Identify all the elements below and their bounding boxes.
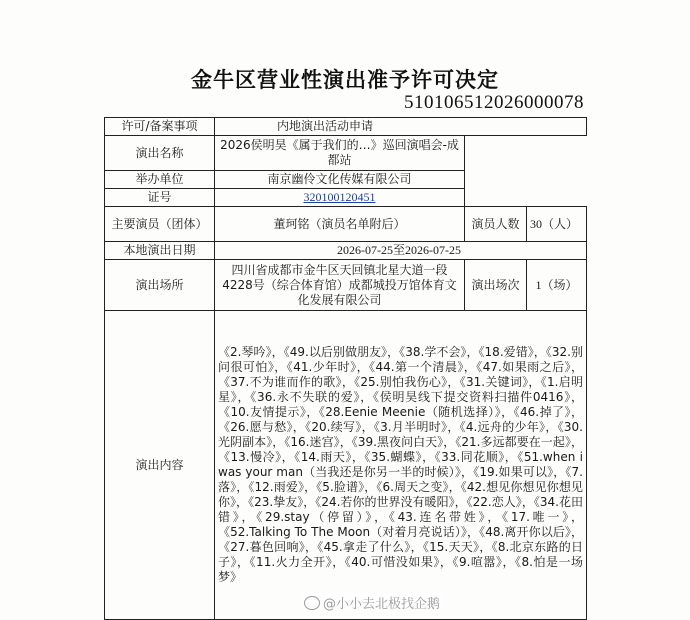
value-sessions: 1（场） — [527, 260, 587, 311]
song-separator: ， — [467, 525, 480, 539]
value-venue: 四川省成都市金牛区天回镇北星大道一段4228号（综合体育馆）成都城投万馆体育文化发展有限公司 — [215, 260, 465, 311]
song-item: 《31.关键词》 — [459, 375, 529, 389]
song-separator: ， — [422, 450, 435, 464]
song-separator: ， — [570, 390, 583, 404]
label-performers: 主要演员（团体） — [105, 207, 215, 242]
song-item: 《15.天天》 — [422, 540, 480, 554]
empty-cell — [465, 189, 587, 207]
song-item: 《3.月半明时》 — [373, 420, 448, 434]
song-item: 《22.恋人》 — [466, 495, 522, 509]
song-separator: ， — [570, 435, 583, 449]
song-item: 《25.别怕我伤心》 — [354, 375, 448, 389]
empty-cell — [465, 136, 587, 171]
value-performers: 董珂铭（演员名单附后） — [215, 207, 465, 242]
label-show-name: 演出名称 — [105, 136, 215, 171]
label-sessions: 演出场次 — [465, 260, 527, 311]
song-separator: ， — [351, 450, 365, 464]
label-performer-count: 演员人数 — [465, 207, 527, 242]
song-item: 《20.续写》 — [305, 420, 362, 434]
song-separator: ， — [332, 555, 345, 569]
song-separator: ， — [305, 540, 318, 554]
song-item: 《48.离开你以后》 — [479, 525, 571, 539]
song-item: 《49.以后别做朋友》 — [283, 345, 388, 359]
song-separator: ， — [553, 465, 566, 479]
song-separator: ， — [341, 375, 355, 389]
song-separator: ， — [374, 510, 389, 524]
song-item: 《44.第一个清晨》 — [369, 360, 464, 374]
value-permit-type: 内地演出活动申请 — [215, 118, 587, 136]
song-item: 《7.落》 — [218, 465, 583, 494]
song-separator: ， — [479, 540, 492, 554]
song-item: 《23.挚友》 — [248, 495, 304, 509]
song-item: 《36.永不失联的爱》 — [250, 390, 361, 404]
song-separator: ， — [504, 450, 518, 464]
song-item: 《8.怕是一场梦》 — [218, 555, 583, 584]
license-link[interactable]: 320100120451 — [303, 190, 376, 204]
label-organizer: 举办单位 — [105, 171, 215, 189]
song-item: 《41.少年时》 — [286, 360, 357, 374]
song-separator: ， — [545, 420, 558, 434]
song-separator: ， — [570, 510, 583, 524]
song-separator: ， — [570, 360, 583, 374]
label-dates: 本地演出日期 — [105, 242, 215, 260]
row-organizer — [105, 171, 587, 189]
song-separator: ， — [454, 495, 467, 509]
song-separator: ， — [241, 510, 257, 524]
song-separator: ， — [364, 480, 377, 494]
song-separator: ， — [521, 495, 534, 509]
song-separator: ， — [237, 390, 251, 404]
song-item: 《32.别问很可怕》 — [218, 345, 584, 374]
watermark-text: @小小去北极找企鹅 — [323, 597, 441, 612]
song-separator: ， — [463, 360, 477, 374]
document-title: 金牛区营业性演出准予许可决定 — [191, 68, 499, 92]
song-separator: ， — [272, 435, 285, 449]
song-item: 《11.火力全开》 — [249, 555, 333, 569]
empty-cell — [465, 171, 587, 189]
row-venue — [105, 260, 587, 311]
song-item: 《18.爱错》 — [478, 345, 534, 359]
song-separator: ， — [236, 495, 249, 509]
song-item: 《52.Talking To The Moon（对着月亮说话）》 — [218, 525, 468, 539]
song-item: 《4.远舟的少年》 — [459, 420, 546, 434]
song-separator: ， — [306, 405, 319, 419]
row-content — [105, 311, 587, 620]
value-dates: 2026-07-25至2026-07-25 — [215, 242, 587, 260]
song-separator: ， — [236, 480, 249, 494]
row-show-name — [105, 136, 587, 171]
song-separator: ， — [570, 405, 583, 419]
label-license: 证号 — [105, 189, 215, 207]
label-permit-type: 许可/备案事项 — [105, 118, 215, 136]
value-organizer: 南京幽伶文化传媒有限公司 — [215, 171, 465, 189]
song-item: 《28.Eenie Meenie（随机选择）》 — [318, 405, 502, 419]
song-separator: ， — [387, 345, 400, 359]
song-item: 《10.友情提示》 — [218, 405, 307, 419]
song-separator: ， — [448, 480, 461, 494]
song-item: 《29.stay（停留）》 — [256, 510, 375, 524]
song-item: 《43.连名带姓》 — [388, 510, 488, 524]
row-permit-type — [105, 118, 587, 136]
song-item: 《27.暮色回响》 — [218, 540, 306, 554]
song-item: 《38.学不会》 — [399, 345, 467, 359]
song-item: 《5.脸谱》 — [316, 480, 365, 494]
song-item: 《21.多远都要在一起》 — [455, 435, 571, 449]
song-item: 《16.迷宫》 — [284, 435, 340, 449]
row-performers — [105, 207, 587, 242]
song-item: 《46.掉了》 — [513, 405, 571, 419]
weibo-icon — [304, 596, 320, 610]
song-separator: ， — [410, 540, 423, 554]
song-separator: ， — [502, 555, 515, 569]
song-item: 《9.喧嚣》 — [452, 555, 503, 569]
song-item: 《8.北京东路的日子》 — [218, 540, 583, 569]
song-separator: ， — [339, 435, 352, 449]
song-item: 《51.when i was your man（当我还是你另一半的时候）》 — [218, 450, 584, 479]
song-separator: ， — [303, 495, 316, 509]
song-item: 《2.琴吟》 — [218, 345, 272, 359]
song-item: 《17.唯一》 — [502, 510, 571, 524]
song-separator: ， — [501, 405, 514, 419]
song-separator: ， — [292, 420, 306, 434]
song-item: 《35.蝴蝶》 — [364, 450, 423, 464]
value-license — [215, 189, 465, 207]
label-content: 演出内容 — [105, 311, 215, 620]
song-item: 《侯明昊线下提交资料扫描件0416》 — [373, 390, 571, 404]
song-item: 《33.同花顺》 — [434, 450, 505, 464]
song-item: 《26.愿与愁》 — [218, 420, 293, 434]
song-item: 《34.花田错》 — [218, 495, 583, 524]
song-separator: ， — [533, 345, 546, 359]
song-item: 《14.雨天》 — [294, 450, 352, 464]
song-item: 《24.若你的世界没有暖阳》 — [315, 495, 455, 509]
song-item: 《40.可惜没如果》 — [344, 555, 440, 569]
song-separator: ， — [304, 480, 317, 494]
song-separator: ， — [466, 345, 479, 359]
song-separator: ， — [487, 510, 503, 524]
song-separator: ， — [356, 360, 370, 374]
song-separator: ， — [274, 360, 287, 374]
song-item: 《1.启明星》 — [218, 375, 583, 404]
song-separator: ， — [439, 555, 453, 569]
song-separator: ， — [281, 450, 295, 464]
value-performer-count: 30（人） — [527, 207, 587, 242]
song-separator: ， — [447, 375, 460, 389]
song-item: 《13.慢冷》 — [218, 450, 282, 464]
permit-table — [104, 117, 587, 620]
row-license — [105, 189, 587, 207]
document-number: 510106512026000078 — [404, 92, 584, 113]
value-song-list — [215, 311, 587, 620]
song-item: 《19.如果可以》 — [473, 465, 554, 479]
row-dates — [105, 242, 587, 260]
song-separator: ， — [271, 345, 284, 359]
song-separator: ， — [447, 420, 460, 434]
song-item: 《30.光阴副本》 — [218, 420, 583, 449]
song-separator: ， — [443, 435, 456, 449]
song-separator: ， — [528, 375, 541, 389]
song-list — [218, 345, 583, 584]
song-item: 《42.想见你想见你想见你》 — [218, 480, 583, 509]
song-separator: ， — [361, 420, 374, 434]
song-separator: ， — [237, 555, 250, 569]
song-item: 《6.周天之变》 — [376, 480, 449, 494]
song-item: 《47.如果雨之后》 — [476, 360, 571, 374]
song-item: 《45.拿走了什么》 — [317, 540, 411, 554]
song-separator: ， — [570, 525, 583, 539]
song-item: 《39.黑夜问白天》 — [351, 435, 444, 449]
song-separator: ， — [461, 465, 474, 479]
song-item: 《37.不为谁而作的歌》 — [218, 375, 342, 389]
value-show-name: 2026侯明昊《属于我们的…》巡回演唱会-成都站 — [215, 136, 465, 171]
weibo-watermark — [300, 593, 444, 612]
song-separator: ， — [360, 390, 373, 404]
song-item: 《12.雨爱》 — [248, 480, 305, 494]
label-venue: 演出场所 — [105, 260, 215, 311]
